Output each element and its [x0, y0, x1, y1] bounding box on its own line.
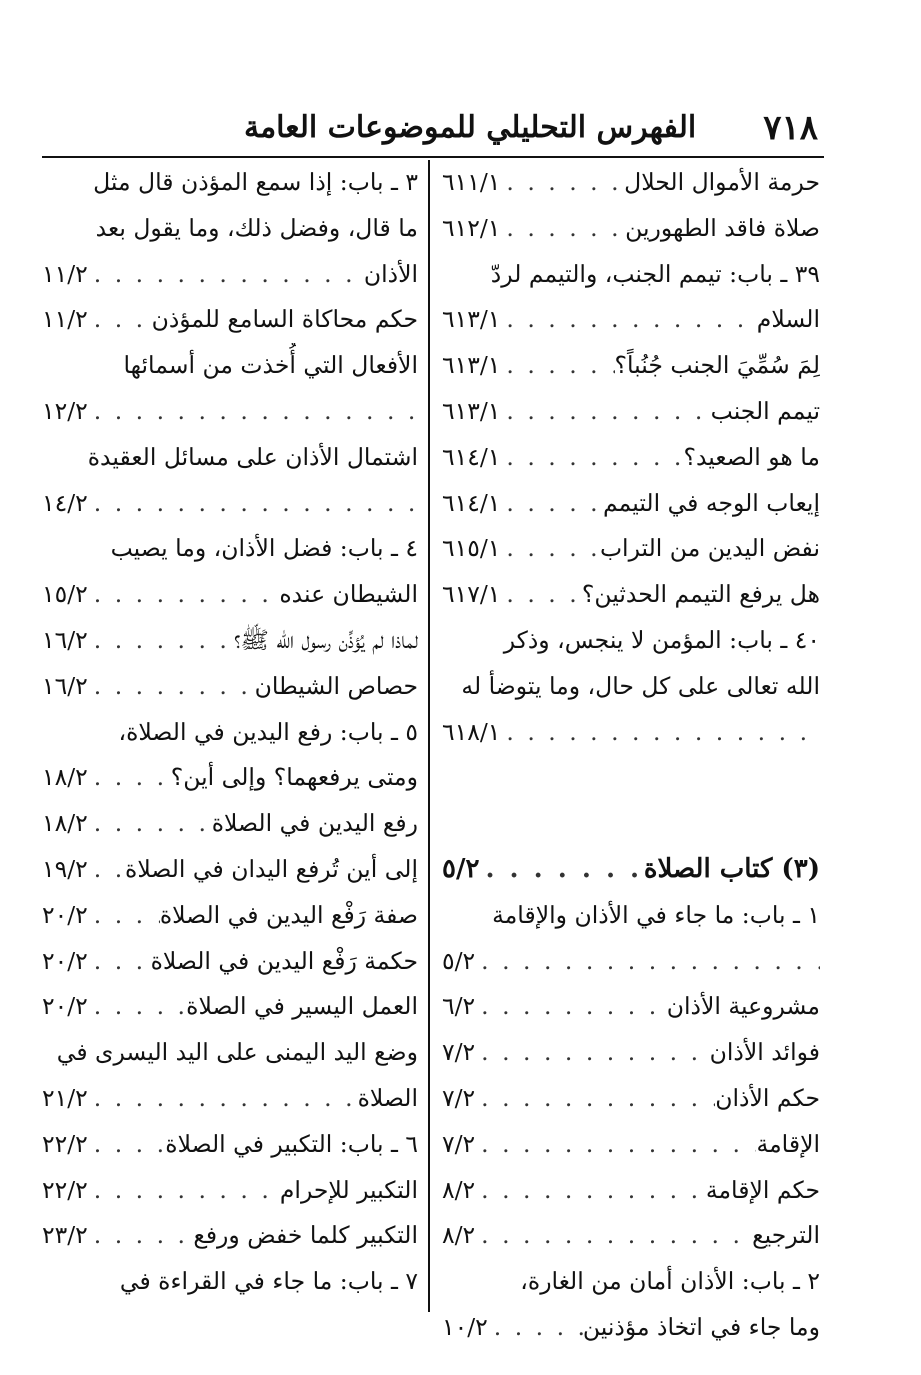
leader-dots	[500, 435, 683, 481]
index-entry	[442, 1213, 820, 1259]
page-reference: ٦/٢	[442, 992, 476, 1021]
page-reference: ١٦/٢	[42, 671, 88, 700]
page-reference: ٢١/٢	[42, 1083, 88, 1112]
index-entry	[442, 481, 820, 527]
page-reference: ٥/٢	[442, 853, 480, 884]
index-line: ٣ ـ باب: إذا سمع المؤذن قال مثل	[93, 168, 418, 196]
spacer	[442, 755, 820, 847]
page-reference: ٦١٣/١	[442, 351, 501, 380]
page-reference: ٧/٢	[442, 1129, 476, 1158]
index-entry	[42, 939, 418, 985]
index-line: ٧ ـ باب: ما جاء في القراءة في	[119, 1267, 418, 1296]
leader-dots	[475, 984, 667, 1030]
leader-dots	[88, 252, 364, 298]
index-entry	[42, 984, 418, 1030]
leader-dots	[88, 1213, 194, 1259]
entry-title: إيعاب الوجه في التيمم	[603, 488, 820, 517]
leader-dots	[88, 939, 151, 985]
page-reference: ١٥/٢	[42, 580, 88, 609]
page-reference: ١٠/٢	[442, 1312, 488, 1341]
page-reference: ١٤/٢	[42, 488, 88, 517]
column-divider	[428, 160, 430, 1312]
index-entry	[42, 755, 418, 801]
index-line: ٣٩ ـ باب: تيمم الجنب، والتيمم لردّ	[490, 259, 820, 288]
index-line: الأفعال التي أُخذت من أسمائها	[123, 351, 418, 380]
leader-dots	[500, 481, 603, 527]
page-reference: ١١/٢	[42, 305, 88, 334]
index-entry	[42, 389, 418, 435]
entry-title: إلى أين تُرفع اليدان في الصلاة	[125, 854, 418, 883]
index-entry	[442, 435, 820, 481]
index-entry	[42, 297, 418, 343]
entry-title: حرمة الأموال الحلال	[624, 168, 820, 196]
index-entry	[442, 389, 820, 435]
entry-title: صفة رَفْع اليدين في الصلاة	[159, 900, 418, 929]
entry-title: السلام	[756, 305, 820, 334]
entry-title: تيمم الجنب	[710, 396, 820, 425]
page-header	[42, 104, 824, 158]
entry-title: مشروعية الأذان	[666, 992, 820, 1021]
entry-title: التكبير للإحرام	[279, 1175, 418, 1204]
leader-dots	[88, 572, 280, 618]
index-line: اشتمال الأذان على مسائل العقيدة	[87, 442, 418, 471]
index-line: ما قال، وفضل ذلك، وما يقول بعد	[95, 213, 418, 242]
leader-dots	[475, 1122, 756, 1168]
leader-dots	[475, 1030, 709, 1076]
page-reference: ٢٢/٢	[42, 1129, 88, 1158]
index-line: ٤٠ ـ باب: المؤمن لا ينجس، وذكر	[503, 625, 820, 654]
index-entry	[442, 160, 820, 206]
index-entry	[442, 1122, 820, 1168]
leader-dots	[500, 572, 581, 618]
section-heading	[442, 847, 820, 893]
leader-dots	[88, 755, 171, 801]
page-reference: ٧/٢	[442, 1038, 476, 1067]
index-column-left	[42, 160, 418, 1305]
index-line: وضع اليد اليمنى على اليد اليسرى في	[56, 1038, 418, 1067]
index-entry	[442, 939, 820, 985]
leader-dots	[88, 389, 418, 435]
index-entry	[42, 1076, 418, 1122]
entry-title: ٦ ـ باب: التكبير في الصلاة	[165, 1129, 418, 1158]
page-reference: ٢٣/٢	[42, 1221, 88, 1250]
index-entry	[42, 1168, 418, 1214]
entry-title: صلاة فاقد الطهورين	[625, 213, 820, 242]
leader-dots	[88, 1076, 358, 1122]
page-reference: ١٨/٢	[42, 763, 88, 792]
entry-title: حكم الأذان	[715, 1083, 820, 1112]
entry-title: فوائد الأذان	[709, 1038, 820, 1067]
entry-title: حكم الإقامة	[705, 1175, 820, 1204]
page-reference: ١٦/٢	[42, 625, 88, 654]
entry-title: هل يرفع التيمم الحدثين؟	[581, 580, 820, 609]
index-entry	[42, 252, 418, 298]
index-entry	[442, 710, 820, 756]
index-line: ٥ ـ باب: رفع اليدين في الصلاة،	[118, 717, 418, 746]
leader-dots	[500, 389, 710, 435]
leader-dots	[88, 1168, 280, 1214]
page-title: الفهرس التحليلي للموضوعات العامة	[244, 110, 697, 145]
leader-dots	[500, 710, 820, 756]
index-entry	[442, 526, 820, 572]
page-reference: ٢٠/٢	[42, 900, 88, 929]
index-line: ١ ـ باب: ما جاء في الأذان والإقامة	[492, 900, 820, 929]
entry-title: لماذا لم يُؤذِّن رسول الله ﷺ؟	[234, 625, 418, 654]
page-reference: ١٩/٢	[42, 854, 88, 883]
leader-dots	[88, 847, 125, 893]
leader-dots	[475, 1076, 715, 1122]
leader-dots	[88, 1122, 165, 1168]
page-reference: ٦١٧/١	[442, 580, 501, 609]
leader-dots	[88, 618, 234, 664]
leader-dots	[88, 984, 186, 1030]
leader-dots	[500, 343, 614, 389]
entry-title: حصاص الشيطان	[254, 671, 418, 700]
index-entry	[42, 1122, 418, 1168]
page-reference: ١١/٢	[42, 259, 88, 288]
leader-dots	[500, 206, 625, 252]
leader-dots	[88, 664, 255, 710]
page-reference: ٥/٢	[442, 946, 476, 975]
index-entry	[42, 618, 418, 664]
page-reference: ٦١٤/١	[442, 442, 501, 471]
index-entry	[442, 1168, 820, 1214]
leader-dots	[500, 297, 756, 343]
index-line: ٤ ـ باب: فضل الأذان، وما يصيب	[110, 534, 418, 563]
page-reference: ٦١٣/١	[442, 305, 501, 334]
index-entry	[442, 297, 820, 343]
entry-title: لِمَ سُمِّيَ الجنب جُنُباً؟	[614, 351, 820, 380]
page-reference: ٢٢/٢	[42, 1175, 88, 1204]
index-entry	[442, 984, 820, 1030]
page-reference: ٧/٢	[442, 1083, 476, 1112]
leader-dots	[88, 801, 212, 847]
index-column-right	[442, 160, 820, 1351]
page-reference: ٦١٤/١	[442, 488, 501, 517]
page-reference: ١٨/٢	[42, 809, 88, 838]
leader-dots	[500, 526, 600, 572]
entry-title: حكمة رَفْع اليدين في الصلاة	[150, 946, 418, 975]
page-reference: ٦١٢/١	[442, 213, 501, 242]
page-reference: ٨/٢	[442, 1175, 476, 1204]
index-entry	[42, 572, 418, 618]
entry-title: وما جاء في اتخاذ مؤذنين	[582, 1312, 820, 1341]
index-entry	[42, 847, 418, 893]
index-entry	[42, 801, 418, 847]
page-reference: ٦١٨/١	[442, 717, 501, 746]
page-reference: ٦١٣/١	[442, 396, 501, 425]
page-reference: ٦١٥/١	[442, 534, 501, 563]
leader-dots	[88, 481, 418, 527]
index-entry	[442, 1076, 820, 1122]
index-entry	[442, 343, 820, 389]
entry-title: نفض اليدين من التراب	[599, 534, 820, 563]
index-entry	[442, 1030, 820, 1076]
index-line: الله تعالى على كل حال، وما يتوضأ له	[461, 671, 820, 700]
entry-title: الأذان	[363, 259, 418, 288]
page-reference: ٨/٢	[442, 1221, 476, 1250]
entry-title: العمل اليسير في الصلاة	[186, 992, 418, 1021]
entry-title: الشيطان عنده	[279, 580, 418, 609]
entry-title: ومتى يرفعهما؟ وإلى أين؟	[170, 763, 418, 792]
page-reference: ١٢/٢	[42, 396, 88, 425]
leader-dots	[475, 1168, 706, 1214]
leader-dots	[488, 1305, 583, 1351]
page-reference: ٢٠/٢	[42, 946, 88, 975]
leader-dots	[479, 847, 643, 893]
leader-dots	[88, 893, 160, 939]
page-number: ٧١٨	[763, 108, 818, 148]
entry-title: الصلاة	[357, 1083, 418, 1112]
index-entry	[442, 206, 820, 252]
index-line: ٢ ـ باب: الأذان أمان من الغارة،	[520, 1267, 820, 1296]
leader-dots	[500, 160, 624, 206]
index-entry	[42, 664, 418, 710]
index-entry	[42, 1213, 418, 1259]
entry-title: حكم محاكاة السامع للمؤذن	[151, 305, 418, 334]
leader-dots	[88, 297, 152, 343]
leader-dots	[475, 939, 820, 985]
entry-title: الإقامة	[756, 1129, 820, 1158]
index-entry	[442, 1305, 820, 1351]
index-entry	[442, 572, 820, 618]
page-reference: ٦١١/١	[442, 168, 501, 196]
index-entry	[42, 481, 418, 527]
entry-title: الترجيع	[752, 1221, 820, 1250]
entry-title: (٣) كتاب الصلاة	[643, 853, 820, 884]
entry-title: ما هو الصعيد؟	[683, 442, 820, 471]
entry-title: رفع اليدين في الصلاة	[211, 809, 418, 838]
leader-dots	[475, 1213, 752, 1259]
index-entry	[42, 893, 418, 939]
page-reference: ٢٠/٢	[42, 992, 88, 1021]
entry-title: التكبير كلما خفض ورفع	[193, 1221, 418, 1250]
